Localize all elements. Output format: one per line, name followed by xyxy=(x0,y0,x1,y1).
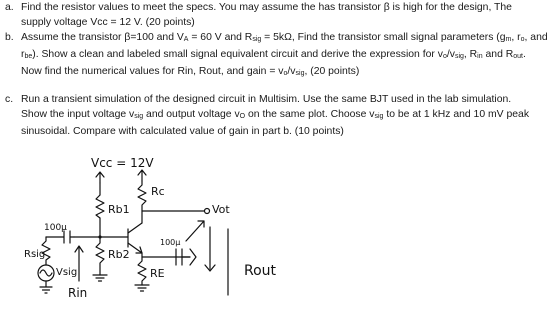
circuit-schematic xyxy=(0,145,525,329)
rb2-label: Rb2 xyxy=(108,248,130,261)
vsig-label: Vsig xyxy=(56,267,78,278)
re-resistor xyxy=(138,257,146,285)
rb1-label: Rb1 xyxy=(108,203,130,216)
rb2-ground xyxy=(93,275,107,281)
rout-tick xyxy=(205,227,215,271)
question-a-line-1: Find the resistor values to meet the specs. You may assume the has transistor β is high for the design, The xyxy=(21,2,512,13)
vsig-sine xyxy=(40,270,52,276)
rsig-label: Rsig xyxy=(24,249,46,260)
question-b-line-2: rbe). Show a clean and labeled small signal equivalent circuit and derive the expression for vo/vsig, Rin and Rout. xyxy=(21,49,526,60)
cin-label: 100μ xyxy=(44,223,67,233)
rb1-resistor xyxy=(96,195,104,218)
bjt-emitter-lead xyxy=(128,243,142,253)
question-a-line-2: supply voltage Vcc = 12 V. (20 points) xyxy=(21,17,195,28)
re-label: RE xyxy=(150,267,165,280)
rc-resistor xyxy=(138,181,146,223)
question-b-label: b. xyxy=(5,32,14,43)
bjt-collector-lead xyxy=(128,223,142,233)
question-b-line-3: Now find the numerical values for Rin, Rout, and gain = vo/vsig, (20 points) xyxy=(21,66,360,77)
rout-arrow xyxy=(186,221,204,241)
question-c-line-2: Show the input voltage vsig and output voltage vO on the same plot. Choose vsig to be at 1 kHz and 10 mV peak xyxy=(21,109,530,120)
re-ground xyxy=(135,285,149,291)
question-c-line-3: sinusoidal. Compare with calculated value of gain in part b. (10 points) xyxy=(21,126,344,137)
question-b xyxy=(0,30,548,92)
vcc-rail-right xyxy=(138,170,146,181)
rb2-resistor xyxy=(96,237,104,275)
vcc-rail-left xyxy=(96,172,104,183)
rc-label: Rc xyxy=(151,185,165,198)
emitter-wire xyxy=(142,253,190,257)
question-c xyxy=(0,92,530,138)
ce-ground xyxy=(190,249,196,265)
rout-label: Rout xyxy=(244,263,277,279)
base-node-wire xyxy=(74,218,128,237)
vcc-label: Vcc = 12V xyxy=(91,156,154,170)
vsig-ground xyxy=(40,281,52,293)
question-b-line-1: Assume the transistor β=100 and VA = 60 V and Rsig = 5kΩ, Find the transistor small signal parameters (gm, ro, and xyxy=(21,32,548,43)
question-c-label: c. xyxy=(5,94,14,105)
question-a-label: a. xyxy=(5,2,14,13)
question-c-line-1: Run a transient simulation of the designed circuit in Multisim. Use the same BJT used in the lab simulation. xyxy=(21,94,512,105)
rin-label: Rin xyxy=(68,286,88,300)
ce-label: 100μ xyxy=(160,238,181,247)
vout-terminal xyxy=(205,209,210,214)
question-a xyxy=(0,0,525,30)
vout-label: Vot xyxy=(212,203,230,216)
